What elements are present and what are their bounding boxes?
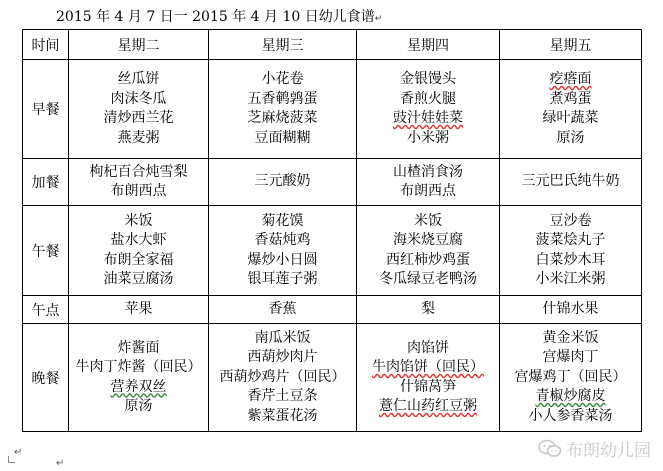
dish: 三元巴氏纯牛奶 <box>521 173 620 190</box>
paragraph-mark-icon: ↵ <box>14 447 23 458</box>
row-lunch <box>23 206 642 296</box>
dish: 宫爆鸡丁（回民） <box>514 368 627 385</box>
dish: 苹果 <box>124 300 153 317</box>
dish: 冬瓜绿豆老鸭汤 <box>379 271 477 287</box>
dish: 西红柿炒鸡蛋 <box>386 251 470 268</box>
dish: 盐水大虾 <box>110 232 167 248</box>
menu-cell <box>69 206 209 296</box>
menu-cell <box>500 296 642 324</box>
dish: 菠菜烩丸子 <box>535 232 606 248</box>
dish: 海米烧豆腐 <box>393 232 463 248</box>
dish: 小花卷 <box>261 71 304 87</box>
dish: 菊花馍 <box>261 212 304 229</box>
dish: 香蕉 <box>268 300 297 317</box>
menu-cell <box>357 206 500 296</box>
dish: 米饭 <box>124 212 153 229</box>
row-breakfast <box>23 60 642 159</box>
menu-cell <box>500 206 642 296</box>
dish: 爆炒小日圆 <box>247 251 318 268</box>
menu-cell <box>69 324 209 432</box>
row-afternoon-snack <box>23 296 642 324</box>
dish: 什锦水果 <box>542 300 599 317</box>
header-cell-thursday: 星期四 <box>357 30 500 60</box>
dish: 煮鸡蛋 <box>549 90 592 107</box>
menu-cell <box>209 206 357 296</box>
menu-cell <box>69 159 209 206</box>
dish: 银耳莲子粥 <box>247 271 318 287</box>
row-snack <box>23 159 642 206</box>
menu-cell <box>69 296 209 324</box>
dish: 香煎火腿 <box>400 90 456 107</box>
dish: 枸杞百合炖雪梨 <box>89 163 188 180</box>
menu-cell <box>209 324 357 432</box>
dish: 炸酱面 <box>117 339 160 356</box>
dish: 肉沫冬瓜 <box>110 90 167 107</box>
dish: 营养双丝 <box>110 378 167 395</box>
dish: 芝麻烧菠菜 <box>247 110 318 126</box>
dish: 米饭 <box>414 212 442 229</box>
dish: 疙瘩面 <box>549 71 592 87</box>
dish: 布朗全家福 <box>103 251 174 268</box>
margin-corner-mark <box>8 456 15 463</box>
dish: 绿叶蔬菜 <box>542 110 599 126</box>
meal-label-breakfast: 早餐 <box>23 60 69 159</box>
header-cell-time: 时间 <box>23 30 69 60</box>
dish: 南瓜米饭 <box>254 329 311 346</box>
dish: 小米粥 <box>407 129 449 146</box>
menu-cell <box>209 159 357 206</box>
dish: 金银馒头 <box>400 71 456 87</box>
meal-label-snack: 加餐 <box>23 159 69 206</box>
dish: 紫菜蛋花汤 <box>247 407 318 424</box>
dish: 牛肉馅饼（回民） <box>372 359 484 375</box>
dish: 三元酸奶 <box>254 173 311 190</box>
dish: 五香鹌鹑蛋 <box>247 90 318 107</box>
watermark <box>538 436 651 461</box>
header-cell-friday: 星期五 <box>500 30 642 60</box>
paragraph-mark-icon: ↵ <box>56 458 65 469</box>
meal-label-afternoon-snack: 午点 <box>23 296 69 324</box>
dish: 原汤 <box>124 398 153 414</box>
dish: 布朗西点 <box>110 183 167 199</box>
menu-cell <box>500 60 642 159</box>
document-title <box>56 6 382 26</box>
dish: 燕麦粥 <box>117 129 160 146</box>
paragraph-mark-icon: ↵ <box>374 14 383 24</box>
dish: 山楂消食汤 <box>393 163 463 180</box>
dish: 青椒炒腐皮 <box>535 388 606 405</box>
menu-cell <box>209 60 357 159</box>
dish: 油菜豆腐汤 <box>103 271 174 287</box>
header-cell-wednesday: 星期三 <box>209 30 357 60</box>
dish: 布朗西点 <box>400 183 456 199</box>
header-cell-tuesday: 星期二 <box>69 30 209 60</box>
dish: 原汤 <box>556 129 585 146</box>
dish: 牛肉丁炸酱（回民） <box>75 359 202 375</box>
menu-cell <box>500 324 642 432</box>
title-text: 2015 年 4 月 7 日一 2015 年 4 月 10 日幼儿食谱 <box>56 9 375 25</box>
menu-cell <box>500 159 642 206</box>
dish: 豆面糊糊 <box>254 129 311 146</box>
dish: 西葫炒肉片 <box>247 349 318 366</box>
dish: 小米江米粥 <box>535 271 606 287</box>
dish: 豉汁娃娃菜 <box>393 110 463 126</box>
dish: 宫爆肉丁 <box>542 349 599 366</box>
menu-cell <box>209 296 357 324</box>
dish: 小人参香菜汤 <box>528 407 613 424</box>
menu-cell <box>357 60 500 159</box>
menu-cell <box>357 324 500 432</box>
dish: 丝瓜饼 <box>117 71 160 87</box>
dish: 梨 <box>421 300 435 317</box>
menu-cell <box>69 60 209 159</box>
meal-label-dinner: 晚餐 <box>23 324 69 432</box>
dish: 西葫炒鸡片（回民） <box>219 368 346 385</box>
dish: 豆沙卷 <box>549 212 592 229</box>
dish: 白菜炒木耳 <box>535 251 606 268</box>
dish: 清炒西兰花 <box>103 110 174 126</box>
menu-table <box>22 29 642 432</box>
dish: 香菇炖鸡 <box>254 232 311 248</box>
dish: 香芹土豆条 <box>247 388 318 405</box>
dish: 薏仁山药红豆粥 <box>379 398 477 414</box>
dish: 黄金米饭 <box>542 329 599 346</box>
menu-cell <box>357 159 500 206</box>
wechat-icon <box>538 439 562 459</box>
dish: 什锦莴笋 <box>400 378 456 395</box>
header-row <box>23 30 642 60</box>
dish: 肉馅饼 <box>407 339 449 356</box>
watermark-text: 布朗幼儿园 <box>566 441 651 461</box>
row-dinner <box>23 324 642 432</box>
meal-label-lunch: 午餐 <box>23 206 69 296</box>
menu-cell <box>357 296 500 324</box>
